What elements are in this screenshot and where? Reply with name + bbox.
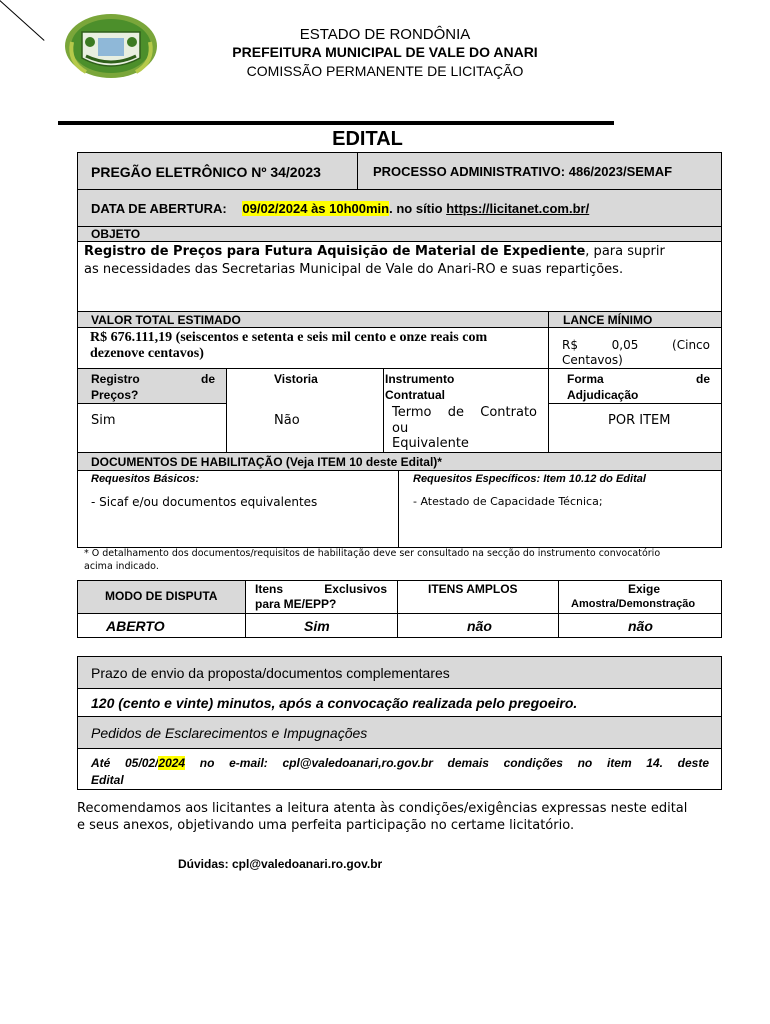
licitanet-link[interactable]: https://licitanet.com.br/: [446, 201, 590, 216]
disputa-divider-1: [245, 580, 246, 638]
itens-amplos-head: ITENS AMPLOS: [428, 582, 518, 596]
info-hline-2: [548, 403, 722, 404]
document-title: EDITAL: [332, 128, 403, 150]
instrumento-head-l2: Contratual: [385, 388, 445, 402]
prazo-title: Prazo de envio da proposta/documentos complementares: [91, 665, 450, 681]
info-hline-1: [77, 403, 227, 404]
objeto-line1-rest: , para suprir: [585, 244, 665, 259]
duvidas-contact: Dúvidas: cpl@valedoanari.ro.gov.br: [178, 857, 383, 871]
registro-head-l2: Preços?: [91, 388, 139, 402]
itens-excl-value: Sim: [304, 618, 330, 634]
exige-value: não: [628, 618, 653, 634]
pregao-divider: [357, 152, 358, 190]
ate-rest: no e-mail: cpl@valedoanari,ro.gov.br demais condições no item 14. deste: [185, 756, 709, 770]
lance-line1: R$ 0,05 (Cinco: [562, 338, 710, 352]
basicos-label: Requesitos Básicos:: [91, 473, 200, 485]
lance-label: LANCE MÍNIMO: [563, 313, 653, 327]
abertura-date: 09/02/2024 às 10h00min: [242, 201, 390, 216]
info-divider-3: [548, 368, 549, 453]
abertura-line: [91, 201, 589, 216]
footnote-line1: * O detalhamento dos documentos/requisitos de habilitação deve ser consultado na secção do instrumento convocatório: [84, 548, 661, 559]
instrumento-value-l1: Termo de Contrato: [392, 405, 537, 420]
itens-amplos-value: não: [467, 618, 492, 634]
header-state: ESTADO DE RONDÔNIA: [299, 26, 471, 43]
vistoria-head: Vistoria: [274, 372, 318, 386]
habilitacao-title: DOCUMENTOS DE HABILITAÇÃO (Veja ITEM 10 deste Edital)*: [91, 455, 442, 469]
abertura-mid: . no sítio: [389, 201, 447, 216]
header-prefecture: PREFEITURA MUNICIPAL DE VALE DO ANARI: [232, 44, 538, 60]
ate-prefix: Até 05/02/: [91, 756, 159, 770]
ate-year: 2024: [158, 756, 186, 770]
header-commission: COMISSÃO PERMANENTE DE LICITAÇÃO: [246, 63, 524, 79]
instrumento-value-l2: ou: [392, 421, 409, 436]
valor-line1: R$ 676.111,19 (seiscentos e setenta e seis mil cento e onze reais com: [90, 330, 488, 345]
modo-value: ABERTO: [106, 618, 165, 634]
info-divider-2: [383, 368, 384, 453]
header-rule: [58, 121, 614, 125]
habilitacao-divider: [398, 470, 399, 548]
disputa-divider-3: [558, 580, 559, 638]
registro-head-l1: Registro de: [91, 372, 215, 386]
especificos-item: - Atestado de Capacidade Técnica;: [413, 495, 603, 508]
objeto-label-bar: [77, 226, 722, 242]
valor-divider: [548, 311, 549, 369]
registro-value: Sim: [91, 413, 116, 428]
info-divider-1: [226, 368, 227, 453]
forma-head-l1: Forma de: [567, 372, 710, 386]
lance-line2: Centavos): [562, 353, 623, 367]
prazo-value: 120 (cento e vinte) minutos, após a convocação realizada pelo pregoeiro.: [91, 695, 578, 711]
disputa-hline: [77, 613, 722, 614]
objeto-line1: [84, 244, 665, 259]
abertura-label: DATA DE ABERTURA:: [91, 201, 227, 216]
ate-line1: [91, 756, 709, 770]
basicos-item: - Sicaf e/ou documentos equivalentes: [91, 495, 318, 509]
exige-head-l2: Amostra/Demonstração: [571, 598, 696, 610]
exige-head-l1: Exige: [628, 582, 661, 596]
valor-label: VALOR TOTAL ESTIMADO: [91, 313, 241, 327]
instrumento-head-l1: Instrumento: [385, 372, 455, 386]
footnote-line2: acima indicado.: [84, 561, 159, 572]
forma-head-l2: Adjudicação: [567, 388, 639, 402]
itens-excl-head-l2: para ME/EPP?: [255, 597, 337, 611]
recomendacao-line1: Recomendamos aos licitantes a leitura atenta às condições/exigências expressas neste edital: [77, 801, 688, 816]
disputa-divider-2: [397, 580, 398, 638]
ate-line2: Edital: [91, 773, 124, 787]
instrumento-value-l3: Equivalente: [392, 436, 469, 451]
modo-head: MODO DE DISPUTA: [105, 589, 218, 603]
objeto-label: OBJETO: [91, 227, 141, 241]
forma-value: POR ITEM: [608, 413, 671, 428]
valor-line2: dezenove centavos): [90, 346, 204, 361]
vistoria-value: Não: [274, 413, 300, 428]
recomendacao-line2: e seus anexos, objetivando uma perfeita participação no certame licitatório.: [77, 818, 575, 833]
processo-number: PROCESSO ADMINISTRATIVO: 486/2023/SEMAF: [373, 164, 673, 179]
objeto-bold: Registro de Preços para Futura Aquisição de Material de Expediente: [84, 244, 586, 259]
especificos-label: Requesitos Específicos: Item 10.12 do Edital: [413, 473, 646, 485]
itens-excl-head-l1: Itens Exclusivos: [255, 582, 387, 596]
pedidos-title: Pedidos de Esclarecimentos e Impugnações: [91, 725, 368, 741]
objeto-line2: as necessidades das Secretarias Municipal de Vale do Anari-RO e suas repartições.: [84, 262, 624, 277]
pregao-number: PREGÃO ELETRÔNICO Nº 34/2023: [91, 164, 321, 180]
